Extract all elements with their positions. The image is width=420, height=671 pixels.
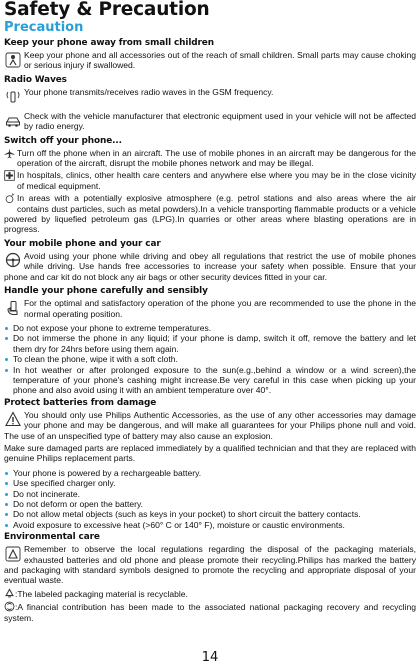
text-environment-2-row	[4, 588, 416, 599]
recycle-icon	[4, 545, 21, 562]
list-item: Do not allow metal objects (such as keys in your pocket) to short circuit the battery contacts.	[4, 509, 416, 519]
text-handle: For the optimal and satisfactory operation of the phone you are recommended to use the phone in the normal operating position.	[24, 298, 416, 319]
list-item: Do not expose your phone to extreme temperatures.	[4, 323, 416, 333]
heading-children: Keep your phone away from small children	[4, 38, 214, 48]
heading-battery: Protect batteries from damage	[4, 397, 157, 408]
text-radio-1: Your phone transmits/receives radio waves in the GSM frequency.	[24, 86, 274, 97]
text-switchoff-1: Turn off the phone when in an aircraft. The use of mobile phones in an aircraft may be dangerous for the operation of the aircraft, disrupt the mobile phones network and may be illegal.	[17, 147, 416, 169]
list-item: To clean the phone, wipe it with a soft cloth.	[4, 354, 416, 364]
recycle-icon	[4, 588, 15, 599]
text-switchoff-2: In hospitals, clinics, other health care centers and anywhere else where you may be in the close vicinity of medical equipment.	[17, 170, 416, 191]
heading-handle: Handle your phone carefully and sensibly	[4, 286, 208, 297]
aircraft-icon	[4, 148, 15, 159]
heading-car: Your mobile phone and your car	[4, 238, 161, 249]
list-item: Do not incinerate.	[4, 489, 416, 499]
car-icon	[4, 112, 21, 129]
list-item: Do not deform or open the battery.	[4, 499, 416, 509]
child-warning-icon	[4, 51, 21, 68]
text-environment-1: Remember to observe the local regulations regarding the disposal of the packaging materials, exhausted batteries and old phone and please promote their recycling.Philips has marked the battery and packaging with standard symbols designed to promote the recycling and appropriate disposal of your eventual waste.	[4, 544, 416, 586]
page-number: 14	[201, 650, 219, 665]
heading-radio: Radio Waves	[4, 74, 67, 85]
list-item: Avoid exposure to excessive heat (>60° C or 140° F), moisture or caustic environments.	[4, 520, 416, 530]
car-icon	[4, 252, 21, 269]
handle-bullet-list	[4, 323, 416, 396]
hospital-icon	[4, 170, 15, 181]
hand-phone-icon	[4, 299, 21, 316]
text-radio-2: Check with the vehicle manufacturer that electronic equipment used in your vehicle will not be affected by radio energy.	[24, 110, 416, 132]
section-subtitle: Precaution	[4, 20, 84, 35]
text-battery-2: Make sure damaged parts are replaced immediately by a qualified technician and that they are replaced with genuine Philips replacement parts.	[4, 442, 416, 464]
page-title: Safety & Precaution	[4, 0, 210, 20]
text-battery-1: You should only use Philips Authentic Accessories, as the use of any other accessories may damage your phone and may be dangerous, and will make all guarantees for your Philips phone null and void. The use of an unspecified type of battery may also cause an explosion.	[4, 409, 416, 441]
list-item: Do not immerse the phone in any liquid; if your phone is damp, switch it off, remove the battery and let them dry for 24hrs before using them again.	[4, 333, 416, 354]
list-item: Your phone is powered by a rechargeable battery.	[4, 468, 416, 478]
text-environment-3-row	[4, 601, 416, 623]
green-dot-icon	[4, 601, 15, 612]
battery-bullet-list	[4, 468, 416, 530]
text-car: Avoid using your phone while driving and obey all regulations that restrict the use of mobile phones while driving. Use hands free accessories to increase your safety when possible. Ensure that your phone and car kit do not block any air bags or other security devices fitted in your car.	[4, 250, 416, 282]
text-environment-3: :A financial contribution has been made to the associated national packaging recovery and recycling system.	[4, 602, 416, 623]
heading-switchoff: Switch off your phone...	[4, 135, 122, 146]
list-item: In hot weather or after prolonged exposure to the sun(e.g.,behind a window or a wind screen),the temperature of your phone's cashing might increase.Be very careful in this case when picking up your phone and also avoid using it with an ambient temperature over 40°.	[4, 365, 416, 396]
list-item: Use specified charger only.	[4, 478, 416, 488]
text-children: Keep your phone and all accessories out of the reach of small children. Small parts may cause choking or serious injury if swallowed.	[24, 50, 416, 71]
radio-waves-icon	[4, 88, 21, 105]
battery-warning-icon	[4, 411, 21, 428]
text-environment-2: :The labeled packaging material is recyclable.	[15, 588, 188, 599]
text-switchoff-3: In areas with a potentially explosive atmosphere (e.g. petrol stations and also areas where the air contains dust particles, such as metal powders).In a vehicle transporting flammable products or a vehicle powered by liquefied petroleum gas (LPG).In quarries or other areas where blasting operations are in progress.	[4, 193, 416, 235]
heading-environment: Environmental care	[4, 532, 100, 543]
explosive-icon	[4, 193, 15, 204]
